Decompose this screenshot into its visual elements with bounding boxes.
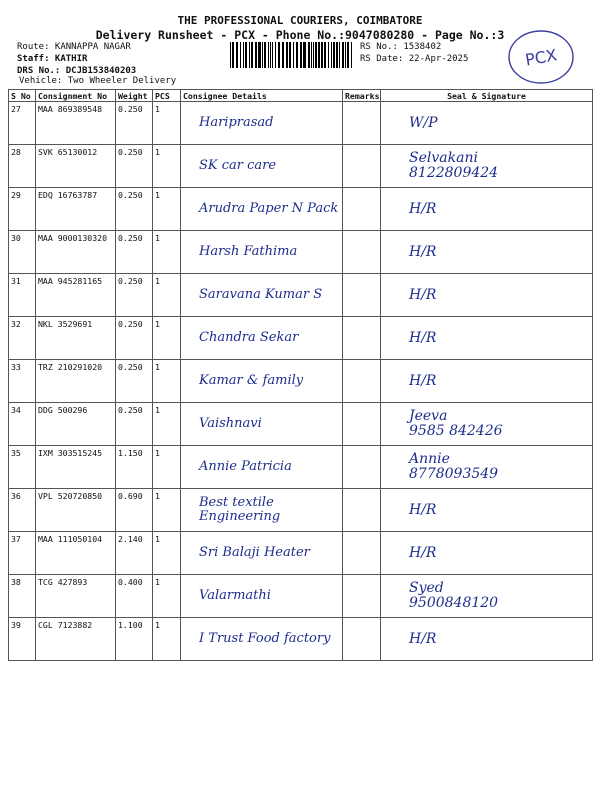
row-pcs: 1: [153, 102, 181, 145]
barcode: [230, 42, 354, 68]
row-consignment-no: MAA 9000130320: [36, 231, 116, 274]
stamp-text: PCX: [523, 45, 559, 70]
row-remarks: [343, 489, 381, 532]
row-consignment-no: SVK 65130012: [36, 145, 116, 188]
table-row: [9, 231, 593, 274]
table-row: [9, 489, 593, 532]
row-pcs: 1: [153, 403, 181, 446]
row-seal-signature: [381, 360, 593, 403]
row-consignment-no: VPL 520720850: [36, 489, 116, 532]
row-pcs: 1: [153, 360, 181, 403]
signature-handwriting: H/R: [409, 544, 437, 561]
row-pcs: 1: [153, 532, 181, 575]
row-sno: 37: [9, 532, 36, 575]
row-seal-signature: [381, 575, 593, 618]
row-weight: 0.250: [116, 403, 153, 446]
consignee-handwriting: Chandra Sekar: [199, 330, 299, 345]
row-consignee: [181, 274, 343, 317]
row-consignment-no: TRZ 210291020: [36, 360, 116, 403]
row-remarks: [343, 145, 381, 188]
col-seal-header: Seal & Signature: [381, 90, 593, 102]
consignee-handwriting: Saravana Kumar S: [199, 287, 323, 302]
signature-handwriting: W/P: [409, 114, 438, 131]
signature-phone: 9585 842426: [409, 423, 503, 439]
row-pcs: 1: [153, 575, 181, 618]
row-pcs: 1: [153, 489, 181, 532]
row-consignee: [181, 102, 343, 145]
signature-phone: 8778093549: [409, 466, 499, 482]
row-sno: 35: [9, 446, 36, 489]
row-pcs: 1: [153, 188, 181, 231]
consignee-handwriting: Valarmathi: [199, 588, 271, 603]
row-pcs: 1: [153, 274, 181, 317]
consignee-handwriting: I Trust Food factory: [199, 631, 331, 646]
row-consignee: [181, 317, 343, 360]
row-remarks: [343, 532, 381, 575]
company-title: THE PROFESSIONAL COURIERS, COIMBATORE: [177, 14, 423, 27]
row-remarks: [343, 274, 381, 317]
row-consignment-no: EDQ 16763787: [36, 188, 116, 231]
row-pcs: 1: [153, 231, 181, 274]
row-sno: 27: [9, 102, 36, 145]
runsheet-table: [8, 89, 593, 661]
row-consignment-no: NKL 3529691: [36, 317, 116, 360]
consignee-handwriting: Vaishnavi: [199, 416, 262, 431]
row-seal-signature: [381, 188, 593, 231]
col-consignee-header: Consignee Details: [181, 90, 343, 102]
row-sno: 38: [9, 575, 36, 618]
col-weight-header: Weight: [116, 90, 153, 102]
signature-handwriting: H/R: [409, 200, 437, 217]
table-row: [9, 360, 593, 403]
row-remarks: [343, 231, 381, 274]
consignee-handwriting: Arudra Paper N Pack: [199, 201, 339, 216]
row-pcs: 1: [153, 145, 181, 188]
row-sno: 33: [9, 360, 36, 403]
row-consignee: [181, 618, 343, 661]
row-weight: 1.150: [116, 446, 153, 489]
row-remarks: [343, 317, 381, 360]
row-sno: 31: [9, 274, 36, 317]
row-seal-signature: [381, 403, 593, 446]
row-consignment-no: CGL 7123882: [36, 618, 116, 661]
row-remarks: [343, 618, 381, 661]
row-consignment-no: DDG 500296: [36, 403, 116, 446]
row-seal-signature: [381, 618, 593, 661]
table-row: [9, 575, 593, 618]
consignee-handwriting: Annie Patricia: [199, 459, 292, 474]
row-consignment-no: TCG 427893: [36, 575, 116, 618]
consignee-handwriting: Hariprasad: [199, 115, 274, 130]
row-consignment-no: MAA 111050104: [36, 532, 116, 575]
row-consignee: [181, 489, 343, 532]
row-weight: 0.250: [116, 102, 153, 145]
drs-label: DRS No.: DCJB153840203: [17, 66, 137, 76]
row-remarks: [343, 188, 381, 231]
signature-handwriting: H/R: [409, 243, 437, 260]
row-seal-signature: [381, 102, 593, 145]
table-row: [9, 274, 593, 317]
table-row: [9, 317, 593, 360]
table-row: [9, 532, 593, 575]
row-consignee: [181, 145, 343, 188]
consignee-handwriting: Kamar & family: [199, 373, 304, 388]
row-seal-signature: [381, 446, 593, 489]
table-row: [9, 403, 593, 446]
signature-handwriting: Jeeva: [409, 408, 448, 424]
signature-phone: 8122809424: [409, 165, 499, 181]
row-seal-signature: [381, 231, 593, 274]
row-weight: 0.250: [116, 274, 153, 317]
row-consignee: [181, 532, 343, 575]
row-sno: 28: [9, 145, 36, 188]
table-row: [9, 145, 593, 188]
pcx-stamp: [506, 28, 576, 86]
row-consignment-no: IXM 303515245: [36, 446, 116, 489]
col-remarks-header: Remarks: [343, 90, 381, 102]
consignee-handwriting: SK car care: [199, 158, 277, 173]
row-pcs: 1: [153, 446, 181, 489]
table-row: [9, 446, 593, 489]
row-sno: 39: [9, 618, 36, 661]
signature-handwriting: Syed: [409, 580, 444, 596]
rs-date: RS Date: 22-Apr-2025: [360, 54, 469, 64]
col-pcs-header: PCS: [153, 90, 181, 102]
signature-handwriting: Annie: [409, 451, 450, 467]
row-sno: 32: [9, 317, 36, 360]
row-weight: 0.400: [116, 575, 153, 618]
runsheet-subtitle: Delivery Runsheet - PCX - Phone No.:9047080280 - Page No.:3: [95, 28, 505, 42]
row-pcs: 1: [153, 618, 181, 661]
row-weight: 2.140: [116, 532, 153, 575]
signature-phone: 9500848120: [409, 595, 499, 611]
row-remarks: [343, 575, 381, 618]
table-header-row: [9, 90, 593, 102]
row-weight: 1.100: [116, 618, 153, 661]
row-sno: 34: [9, 403, 36, 446]
vehicle-label: Vehicle: Two Wheeler Delivery: [19, 76, 177, 86]
row-weight: 0.250: [116, 317, 153, 360]
row-remarks: [343, 446, 381, 489]
table-row: [9, 102, 593, 145]
row-remarks: [343, 403, 381, 446]
row-consignee: [181, 231, 343, 274]
consignee-handwriting: Harsh Fathima: [199, 244, 298, 259]
row-seal-signature: [381, 489, 593, 532]
row-weight: 0.250: [116, 188, 153, 231]
col-sno-header: S No: [9, 90, 36, 102]
col-consignment-header: Consignment No: [36, 90, 116, 102]
row-seal-signature: [381, 145, 593, 188]
row-consignee: [181, 360, 343, 403]
row-consignee: [181, 403, 343, 446]
rs-number: RS No.: 1538402: [360, 42, 442, 52]
row-sno: 29: [9, 188, 36, 231]
row-weight: 0.690: [116, 489, 153, 532]
signature-handwriting: Selvakani: [409, 150, 478, 166]
row-sno: 36: [9, 489, 36, 532]
row-weight: 0.250: [116, 231, 153, 274]
row-consignee: [181, 575, 343, 618]
signature-handwriting: H/R: [409, 286, 437, 303]
table-row: [9, 618, 593, 661]
row-consignee: [181, 188, 343, 231]
signature-handwriting: H/R: [409, 329, 437, 346]
signature-handwriting: H/R: [409, 630, 437, 647]
signature-handwriting: H/R: [409, 372, 437, 389]
row-weight: 0.250: [116, 360, 153, 403]
row-weight: 0.250: [116, 145, 153, 188]
staff-label: Staff: KATHIR: [17, 54, 88, 64]
row-consignment-no: MAA 869389548: [36, 102, 116, 145]
row-consignee: [181, 446, 343, 489]
consignee-handwriting: Best textile Engineering: [199, 495, 281, 524]
table-row: [9, 188, 593, 231]
row-sno: 30: [9, 231, 36, 274]
row-seal-signature: [381, 317, 593, 360]
row-seal-signature: [381, 274, 593, 317]
row-remarks: [343, 360, 381, 403]
consignee-handwriting: Sri Balaji Heater: [199, 545, 310, 560]
row-consignment-no: MAA 945281165: [36, 274, 116, 317]
route-label: Route: KANNAPPA NAGAR: [17, 42, 131, 52]
row-seal-signature: [381, 532, 593, 575]
row-pcs: 1: [153, 317, 181, 360]
signature-handwriting: H/R: [409, 501, 437, 518]
row-remarks: [343, 102, 381, 145]
